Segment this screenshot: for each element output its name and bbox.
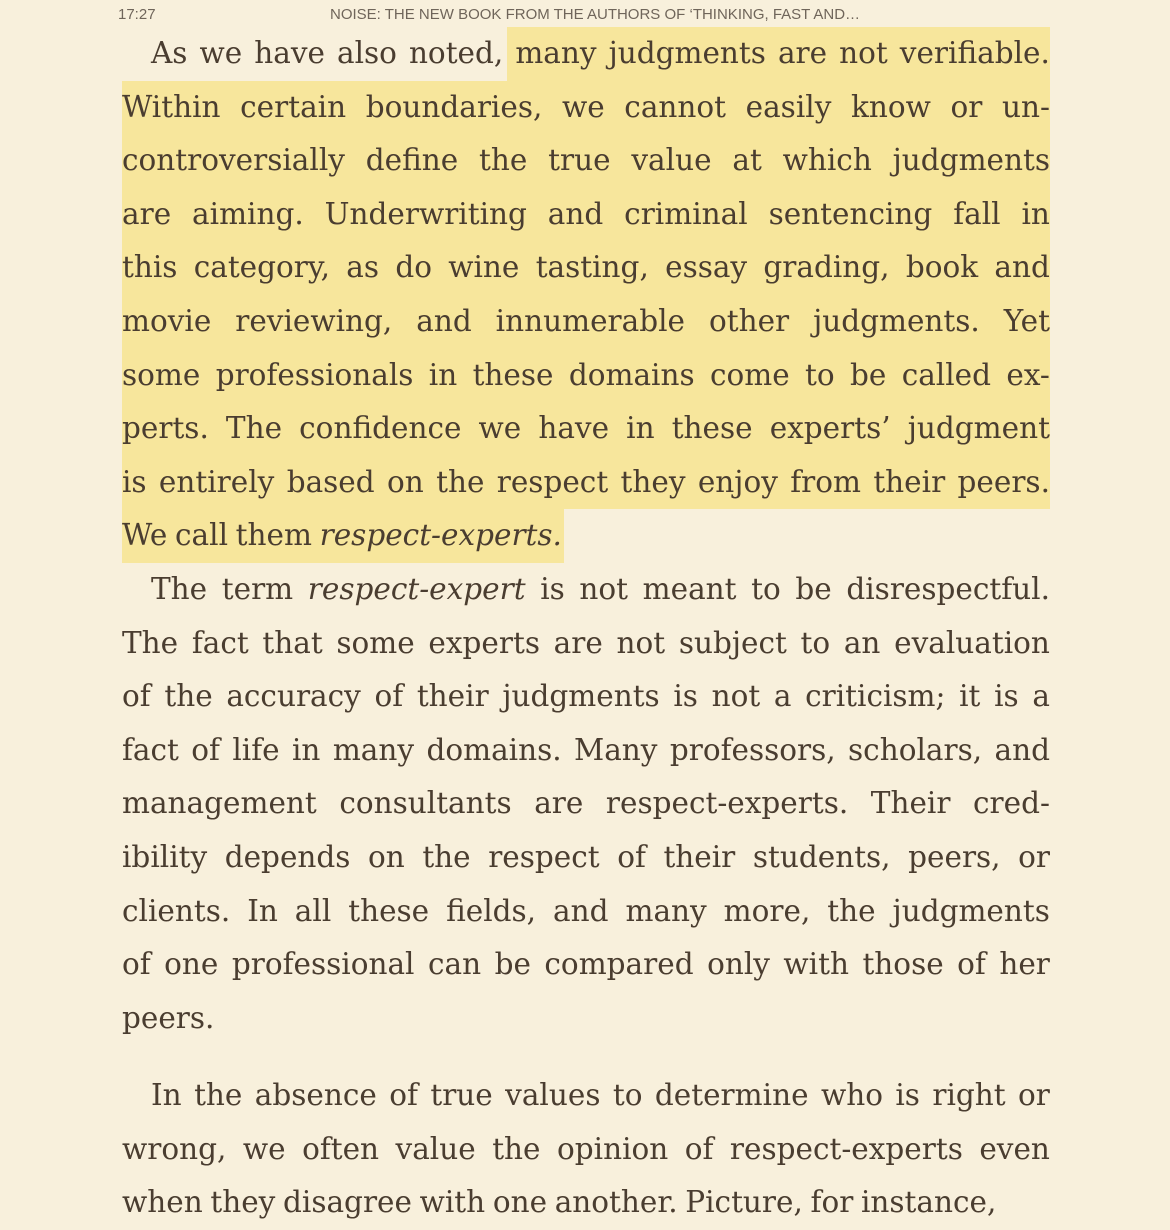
- text-line: wrong, we often value the opinion of respect-experts even: [122, 1131, 1050, 1166]
- paragraph: [122, 563, 1050, 1045]
- text-line: management consultants are respect-experts. Their cred-: [122, 786, 1050, 821]
- text-line: As we have also noted, many judgments are not verifiable.: [122, 27, 1050, 81]
- text-line: is entirely based on the respect they enjoy from their peers.: [122, 456, 1050, 510]
- text-line: perts. The confidence we have in these experts’ judgment: [122, 402, 1050, 456]
- text-line: In the absence of true values to determine who is right or: [151, 1078, 1050, 1113]
- text-line: when they disagree with one another. Picture, for instance,: [122, 1185, 997, 1220]
- text-line: We call them respect-experts.: [122, 509, 564, 563]
- text-line: peers.: [122, 1000, 215, 1035]
- text-line: some professionals in these domains come to be called ex-: [122, 349, 1050, 403]
- text-line: of the accuracy of their judgments is not a criticism; it is a: [122, 679, 1050, 714]
- text-body: [122, 27, 1050, 1230]
- text-line: are aiming. Underwriting and criminal sentencing fall in: [122, 188, 1050, 242]
- text-line: The term respect-expert is not meant to be disrespectful.: [151, 571, 1050, 606]
- text-line: fact of life in many domains. Many professors, scholars, and: [122, 732, 1050, 767]
- book-title: NOISE: THE NEW BOOK FROM THE AUTHORS OF ‘THINKING, FAST AND…: [330, 6, 861, 23]
- reader-page[interactable]: [122, 27, 1050, 1230]
- status-bar: [0, 0, 1170, 28]
- text-line: this category, as do wine tasting, essay grading, book and: [122, 241, 1050, 295]
- paragraph: [122, 1069, 1050, 1230]
- text-line: Within certain boundaries, we cannot easily know or un-: [122, 81, 1050, 135]
- text-line: of one professional can be compared only with those of her: [122, 947, 1050, 982]
- text-line: ibility depends on the respect of their students, peers, or: [122, 839, 1050, 874]
- paragraph: [122, 27, 1050, 563]
- text-line: movie reviewing, and innumerable other judgments. Yet: [122, 295, 1050, 349]
- text-line: The fact that some experts are not subject to an evaluation: [122, 625, 1050, 660]
- text-line: controversially define the true value at which judgments: [122, 134, 1050, 188]
- status-time: 17:27: [118, 6, 156, 23]
- text-line: clients. In all these fields, and many more, the judgments: [122, 893, 1050, 928]
